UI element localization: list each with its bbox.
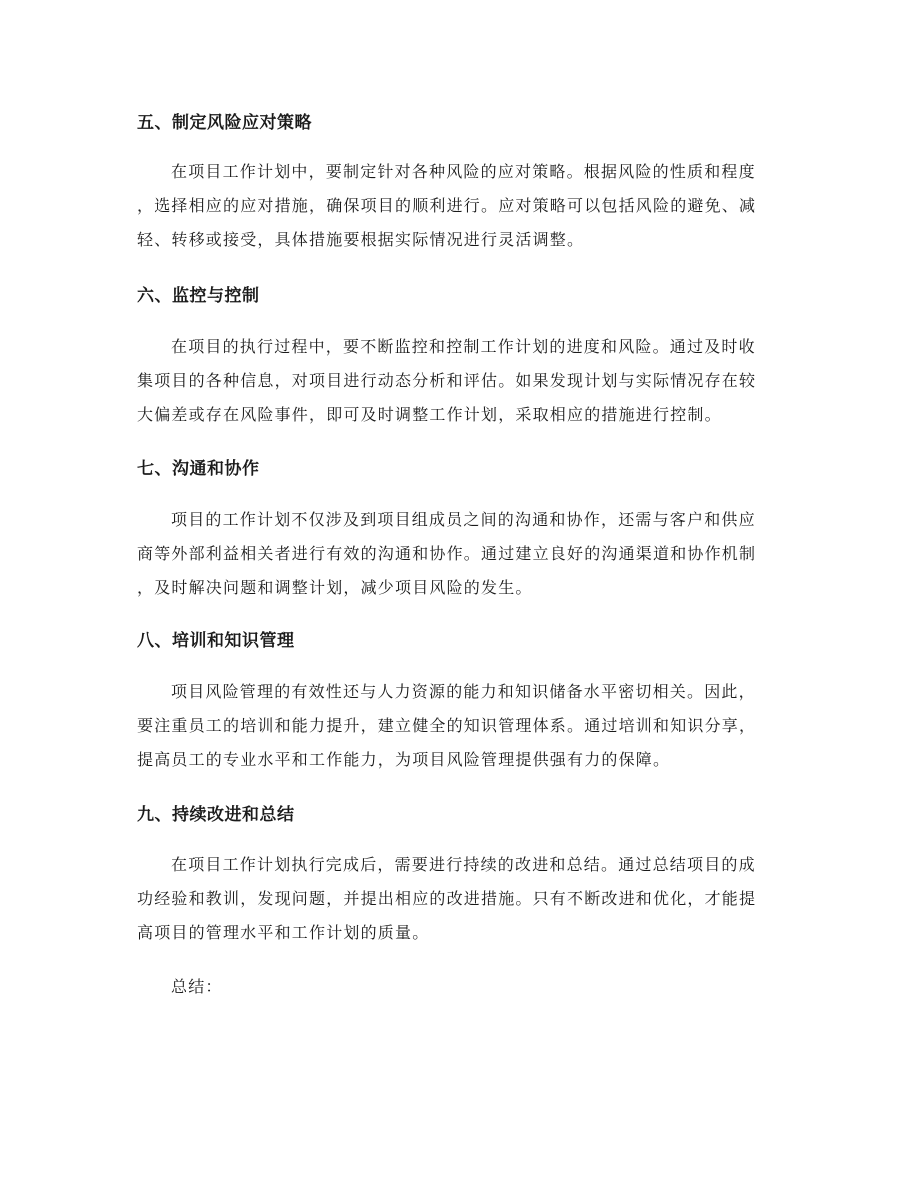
section-paragraph-7 <box>137 503 785 605</box>
paragraph-line: 项目的工作计划不仅涉及到项目组成员之间的沟通和协作，还需与客户和供应 <box>171 510 756 529</box>
section-paragraph-6 <box>137 330 785 432</box>
paragraph-line: 在项目工作计划中，要制定针对各种风险的应对策略。根据风险的性质和程度 <box>171 162 756 181</box>
section-title-8: 八、培训和知识管理 <box>137 631 295 651</box>
summary-label: 总结： <box>171 977 223 996</box>
paragraph-line: 要注重员工的培训和能力提升，建立健全的知识管理体系。通过培训和知识分享， <box>137 716 757 735</box>
paragraph-line: 轻、转移或接受，具体措施要根据实际情况进行灵活调整。 <box>137 230 585 249</box>
section-title-6: 六、监控与控制 <box>137 286 260 306</box>
paragraph-line: 在项目工作计划执行完成后，需要进行持续的改进和总结。通过总结项目的成 <box>171 855 756 874</box>
section-paragraph-5 <box>137 155 785 257</box>
paragraph-line: 功经验和教训，发现问题，并提出相应的改进措施。只有不断改进和优化，才能提 <box>137 889 757 908</box>
section-paragraph-9 <box>137 848 785 950</box>
section-paragraph-8 <box>137 675 785 777</box>
paragraph-line: ，及时解决问题和调整计划，减少项目风险的发生。 <box>137 578 533 597</box>
section-title-5: 五、制定风险应对策略 <box>137 113 312 133</box>
paragraph-line: 商等外部利益相关者进行有效的沟通和协作。通过建立良好的沟通渠道和协作机制 <box>137 544 757 563</box>
paragraph-line: 大偏差或存在风险事件，即可及时调整工作计划，采取相应的措施进行控制。 <box>137 405 722 424</box>
paragraph-line: 高项目的管理水平和工作计划的质量。 <box>137 923 430 942</box>
paragraph-line: 集项目的各种信息，对项目进行动态分析和评估。如果发现计划与实际情况存在较 <box>137 371 757 390</box>
section-title-7: 七、沟通和协作 <box>137 459 260 479</box>
paragraph-line: 项目风险管理的有效性还与人力资源的能力和知识储备水平密切相关。因此， <box>171 682 756 701</box>
paragraph-line: ，选择相应的应对措施，确保项目的顺利进行。应对策略可以包括风险的避免、减 <box>137 196 757 215</box>
section-title-9: 九、持续改进和总结 <box>137 805 295 825</box>
paragraph-line: 在项目的执行过程中，要不断监控和控制工作计划的进度和风险。通过及时收 <box>171 337 756 356</box>
paragraph-line: 提高员工的专业水平和工作能力，为项目风险管理提供强有力的保障。 <box>137 750 671 769</box>
